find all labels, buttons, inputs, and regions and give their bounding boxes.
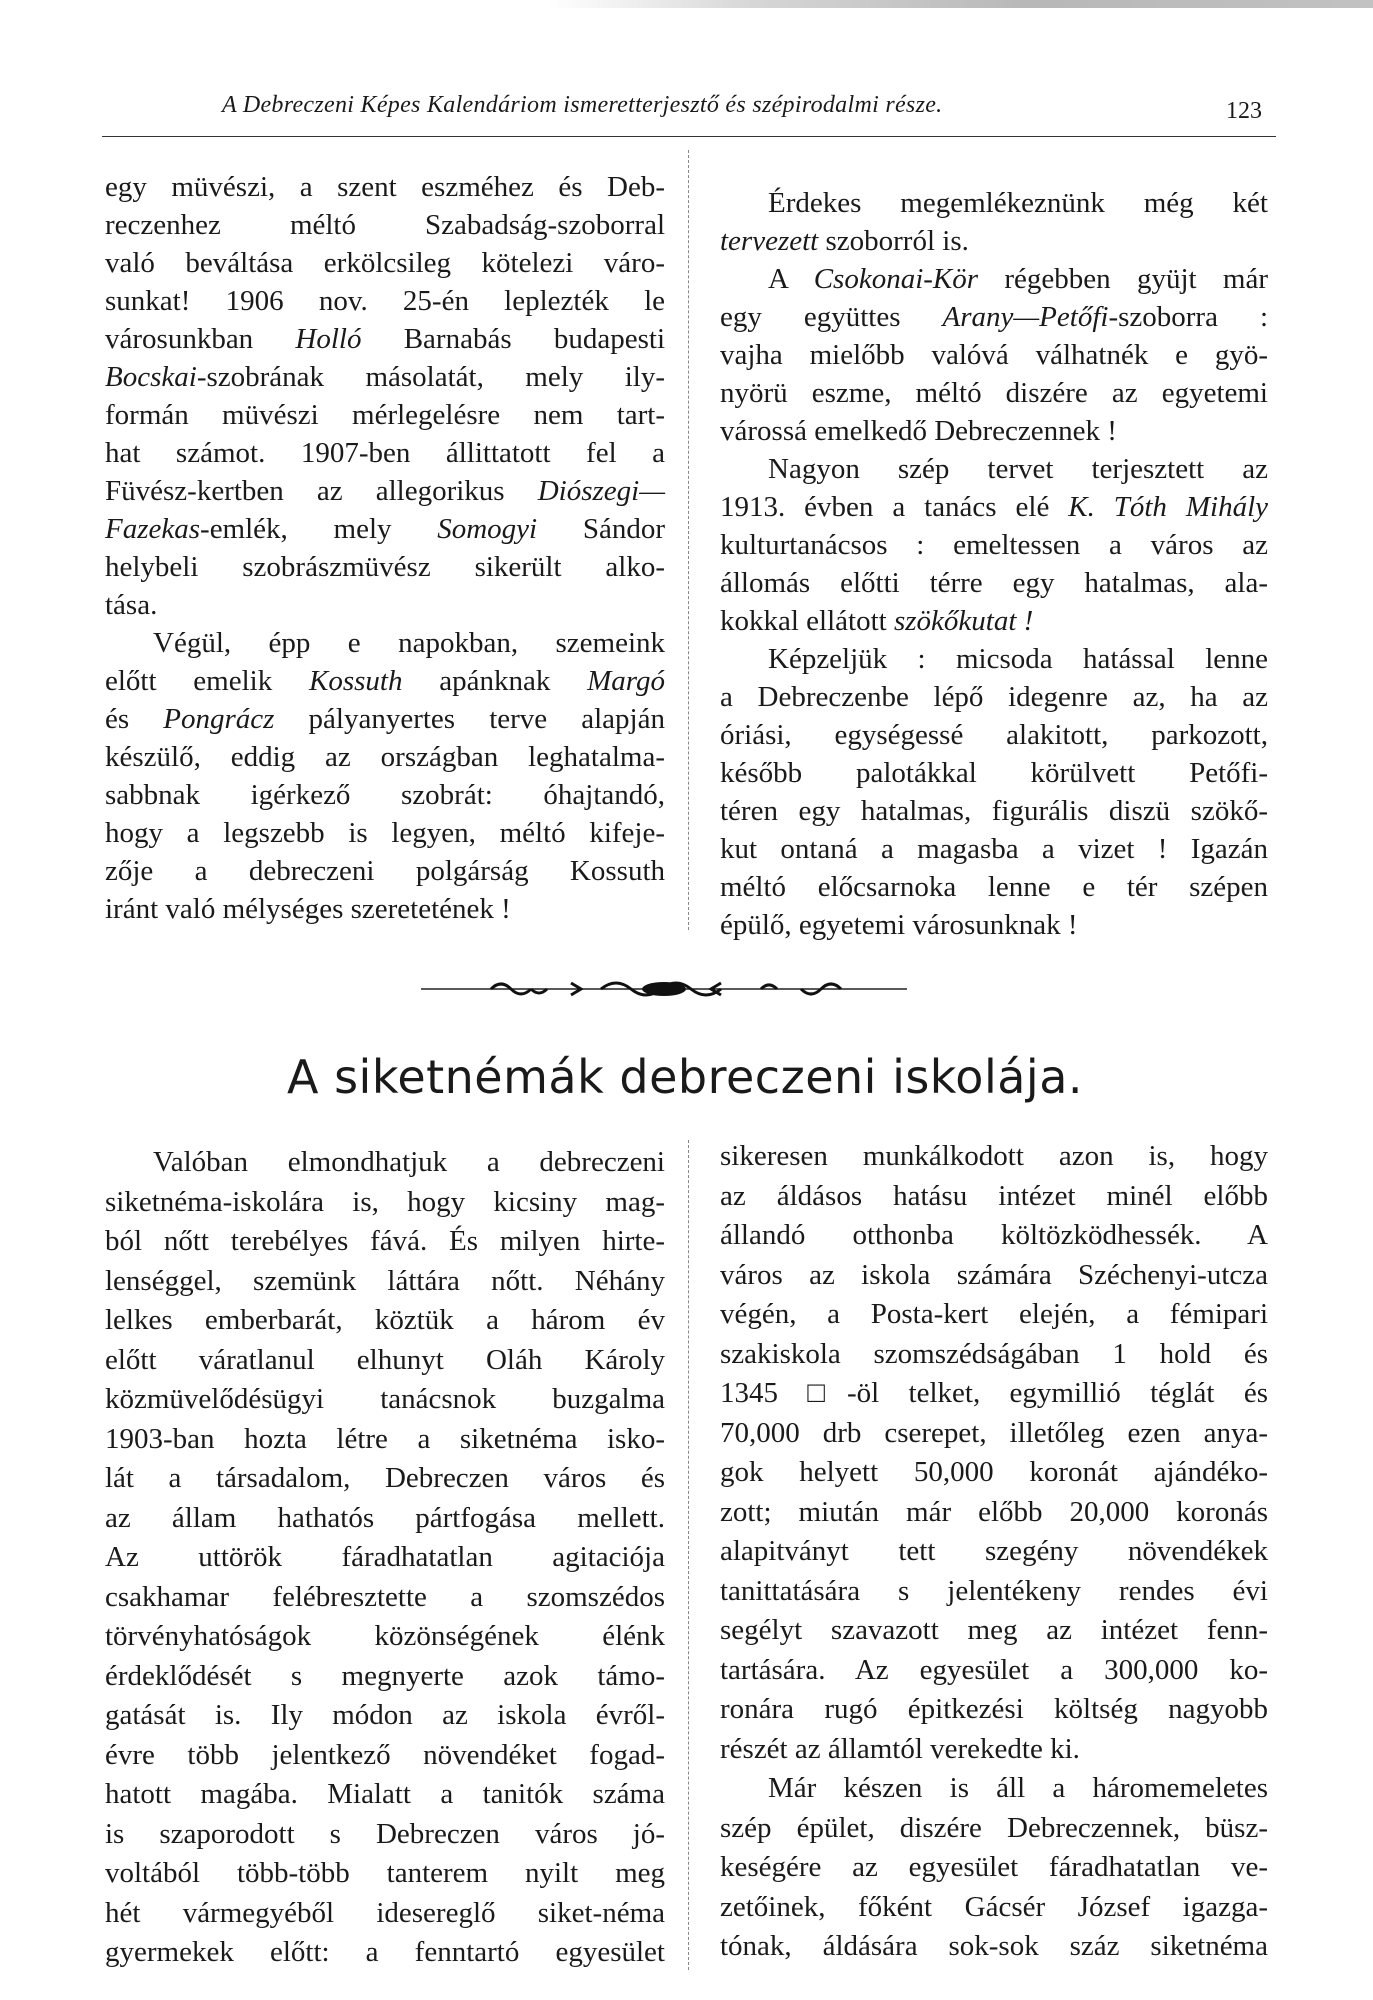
text-segment: tanittatására s jelentékeny rendes évi [720, 1574, 1268, 1607]
text-segment: az állam hathatós pártfogása mellett. [105, 1501, 665, 1534]
text-line [105, 1854, 665, 1894]
text-segment: hogy a legszebb is legyen, méltó kifeje- [105, 817, 665, 849]
text-line [105, 548, 665, 586]
text-line [720, 1335, 1268, 1375]
text-line [720, 830, 1268, 868]
text-segment: régebben gyüjt már [978, 263, 1268, 295]
text-line [105, 1459, 665, 1499]
text-segment: sabbnak igérkező szobrát: óhajtandó, [105, 779, 665, 811]
italic-text: Somogyi [437, 513, 538, 545]
text-segment: való beváltása erkölcsileg kötelezi váro- [105, 247, 665, 279]
text-segment: 1345 □-öl telket, egymillió téglát és [720, 1377, 1268, 1409]
text-segment: később palotákkal körülvett Petőfi- [720, 757, 1268, 789]
text-segment: évre több jelentkező növendéket fogad- [105, 1738, 665, 1771]
text-segment: méltó előcsarnoka lenne e tér szépen [720, 871, 1268, 903]
text-line [720, 526, 1268, 564]
text-line [105, 358, 665, 396]
text-segment: siketnéma-iskolára is, hogy kicsiny mag- [105, 1185, 665, 1218]
italic-text: Csokonai-Kör [813, 263, 979, 295]
text-segment: épülő, egyetemi városunknak ! [720, 909, 1078, 941]
text-line [720, 1690, 1268, 1730]
text-segment: 1913. évben a tanács elé [720, 491, 1069, 523]
column-top-right [720, 184, 1268, 944]
text-segment: gyermekek előtt: a fenntartó egyesület [105, 1936, 665, 1968]
text-line [720, 1532, 1268, 1572]
text-segment: állomás előtti térre egy hatalmas, ala- [720, 567, 1268, 599]
text-line [720, 1572, 1268, 1612]
text-line [105, 624, 665, 662]
text-line [720, 1414, 1268, 1454]
text-segment: pályanyertes terve alapján [274, 703, 665, 735]
text-line [720, 906, 1268, 944]
text-line [105, 1696, 665, 1736]
text-segment: lelkes emberbarát, köztük a három év [105, 1304, 665, 1336]
text-line [105, 1499, 665, 1539]
text-segment: -emlék, mely [200, 513, 438, 545]
text-line [105, 206, 665, 244]
text-segment: végén, a Posta-kert elején, a fémipari [720, 1298, 1268, 1330]
text-segment: ból nőtt terebélyes fává. És milyen hirte- [105, 1225, 665, 1257]
text-line [105, 700, 665, 738]
ornament-divider-icon [421, 975, 907, 1003]
italic-text: Pongrácz [163, 703, 275, 735]
text-segment: Valóban elmondhatjuk a debreczeni [153, 1146, 665, 1178]
text-segment: Sándor [537, 513, 665, 545]
text-segment: lenséggel, szemünk láttára nőtt. Néhány [105, 1264, 665, 1297]
text-segment: apánknak [402, 665, 588, 697]
text-line [105, 1657, 665, 1697]
text-line [720, 1611, 1268, 1651]
text-line [105, 814, 665, 852]
text-line [720, 1848, 1268, 1888]
text-segment: nyörü eszme, méltó diszére az egyetemi [720, 377, 1268, 409]
text-line [105, 1183, 665, 1223]
text-segment: is szaporodott s Debreczen város jó- [105, 1817, 665, 1850]
text-line [105, 510, 665, 548]
text-segment: gatását is. Ily módon az iskola évről- [105, 1699, 665, 1731]
column-top-left [105, 168, 665, 928]
text-line [105, 1578, 665, 1618]
text-line [105, 1301, 665, 1341]
italic-text: Fazekas [105, 513, 201, 545]
text-line [720, 564, 1268, 602]
text-line [105, 1894, 665, 1934]
italic-text: Margó [587, 665, 665, 697]
italic-text: Diószegi— [537, 475, 665, 507]
text-segment: óriási, egységessé alakitott, parkozott, [720, 719, 1268, 751]
italic-text: Arany—Petőfi [942, 301, 1109, 333]
text-segment: állandó otthonba költözködhessék. A [720, 1219, 1268, 1251]
text-line [720, 1927, 1268, 1967]
text-line [720, 754, 1268, 792]
text-segment: tása. [105, 589, 158, 621]
text-line [720, 450, 1268, 488]
text-segment: formán müvészi mérlegelésre nem tart- [105, 399, 665, 431]
text-segment: a Debreczenbe lépő idegenre az, ha az [720, 681, 1268, 713]
text-segment: kulturtanácsos : emeltessen a város az [720, 529, 1268, 561]
text-line [105, 1143, 665, 1183]
text-segment: lát a társadalom, Debreczen város és [105, 1462, 665, 1494]
italic-text: Holló [295, 323, 362, 355]
text-line [105, 1380, 665, 1420]
text-line [720, 374, 1268, 412]
text-line [720, 1769, 1268, 1809]
article-title: A siketnémák debreczeni iskolája. [286, 1050, 1084, 1104]
text-line [720, 488, 1268, 526]
text-line [720, 222, 1268, 260]
text-line [720, 1453, 1268, 1493]
column-bottom-left [105, 1143, 665, 1973]
text-segment: tónak, áldására sok-sok száz siketnéma [720, 1930, 1268, 1962]
text-line [105, 586, 665, 624]
text-segment: városunkban [105, 323, 296, 355]
text-segment: sunkat! 1906 nov. 25-én leplezték le [105, 285, 665, 317]
text-line [720, 1374, 1268, 1414]
text-segment: zetőinek, főként Gácsér József igazga- [720, 1890, 1268, 1923]
text-line [720, 678, 1268, 716]
header-title: A Debreczeni Képes Kalendáriom ismeretterjesztő és szépirodalmi része. [222, 92, 943, 118]
text-segment: gok helyett 50,000 koronát ajándéko- [720, 1456, 1268, 1488]
text-line [720, 1651, 1268, 1691]
text-segment: előtt emelik [105, 665, 309, 697]
column-divider [688, 150, 689, 930]
text-segment: Az uttörök fáradhatatlan agitaciója [105, 1541, 665, 1573]
text-line [720, 792, 1268, 830]
text-line [720, 1216, 1268, 1256]
column-divider [688, 1140, 689, 1970]
text-segment: egy müvészi, a szent eszméhez és Deb- [105, 171, 665, 203]
text-segment: közmüvelődésügyi tanácsnok buzgalma [105, 1383, 665, 1415]
text-segment: Érdekes megemlékeznünk még két [768, 187, 1268, 219]
text-line [105, 434, 665, 472]
text-line [720, 602, 1268, 640]
text-line [720, 640, 1268, 678]
text-line [105, 1617, 665, 1657]
text-segment: Nagyon szép tervet terjesztett az [768, 453, 1268, 485]
text-segment: vajha mielőbb valóvá válhatnék e gyö- [720, 339, 1268, 371]
text-segment: csakhamar felébresztette a szomszédos [105, 1580, 665, 1613]
text-segment: készülő, eddig az országban leghatalma- [105, 741, 665, 773]
text-segment: A [768, 263, 814, 295]
text-line [105, 1341, 665, 1381]
text-line [105, 320, 665, 358]
italic-text: Bocskai [105, 361, 197, 393]
text-segment: iránt való mélységes szeretetének ! [105, 893, 511, 925]
italic-text: Kossuth [308, 665, 403, 697]
text-segment: -szoborra : [1108, 301, 1268, 333]
text-line [720, 184, 1268, 222]
italic-text: szökőkutat ! [893, 605, 1034, 637]
text-line [105, 244, 665, 282]
text-segment: hat számot. 1907-ben állittatott fel a [105, 437, 665, 469]
text-segment: érdeklődését s megnyerte azok támo- [105, 1659, 665, 1692]
text-segment: sikeresen munkálkodott azon is, hogy [720, 1140, 1268, 1172]
text-line [720, 1888, 1268, 1928]
column-bottom-right [720, 1137, 1268, 1967]
text-segment: kokkal ellátott [720, 605, 894, 637]
text-line [105, 1775, 665, 1815]
text-segment: Már készen is áll a háromemeletes [768, 1772, 1268, 1804]
text-segment: és [105, 703, 164, 735]
text-line [105, 1420, 665, 1460]
text-segment: kut ontaná a magasba a vizet ! Igazán [720, 833, 1268, 865]
text-line [720, 1730, 1268, 1770]
text-line [105, 776, 665, 814]
text-segment: téren egy hatalmas, figurális diszü szökő- [720, 795, 1268, 827]
text-line [720, 1809, 1268, 1849]
text-line [105, 396, 665, 434]
text-line [105, 662, 665, 700]
text-line [105, 1262, 665, 1302]
text-segment: ronára rugó épitkezési költség nagyobb [720, 1693, 1268, 1725]
text-line [105, 738, 665, 776]
text-segment: voltából több-több tanterem nyilt meg [105, 1857, 665, 1889]
text-segment: Füvész-kertben az allegorikus [105, 475, 538, 507]
text-line [105, 1815, 665, 1855]
text-line [105, 1933, 665, 1973]
text-segment: hét vármegyéből idesereglő siket-néma [105, 1896, 665, 1929]
text-line [720, 716, 1268, 754]
italic-text: tervezett [720, 225, 819, 257]
text-segment: város az iskola számára Széchenyi-utcza [720, 1258, 1268, 1291]
text-line [720, 412, 1268, 450]
text-line [720, 260, 1268, 298]
page-number: 123 [1226, 98, 1262, 124]
text-line [720, 1256, 1268, 1296]
italic-text: K. Tóth Mihály [1068, 491, 1268, 523]
text-segment: -szobrának másolatát, mely ily- [196, 361, 665, 393]
text-segment: Végül, épp e napokban, szemeink [153, 627, 665, 659]
text-line [105, 1538, 665, 1578]
text-segment: szakiskola szomszédságában 1 hold és [720, 1337, 1268, 1370]
text-line [720, 1177, 1268, 1217]
text-segment: keségére az egyesület fáradhatatlan ve- [720, 1851, 1268, 1883]
text-line [105, 890, 665, 928]
text-segment: alapitványt tett szegény növendékek [720, 1535, 1268, 1567]
text-line [720, 1493, 1268, 1533]
text-line [105, 168, 665, 206]
text-line [105, 1222, 665, 1262]
text-segment: előtt váratlanul elhunyt Oláh Károly [105, 1343, 665, 1376]
text-segment: Barnabás budapesti [361, 323, 665, 355]
text-segment: törvényhatóságok közönségének élénk [105, 1620, 665, 1652]
text-segment: helybeli szobrászmüvész sikerült alko- [105, 551, 665, 583]
text-segment: Képzeljük : micsoda hatással lenne [768, 643, 1268, 675]
text-line [720, 298, 1268, 336]
text-line [105, 1736, 665, 1776]
text-line [105, 852, 665, 890]
text-segment: hatott magába. Mialatt a tanitók száma [105, 1778, 665, 1810]
text-segment: zott; miután már előbb 20,000 koronás [720, 1495, 1268, 1528]
text-segment: egy együttes [720, 301, 943, 333]
text-segment: várossá emelkedő Debreczennek ! [720, 415, 1117, 447]
text-line [720, 868, 1268, 906]
text-line [720, 1137, 1268, 1177]
text-segment: 70,000 drb cserepet, illetőleg ezen anya- [720, 1416, 1268, 1449]
text-segment: az áldásos hatásu intézet minél előbb [720, 1179, 1268, 1212]
text-line [720, 336, 1268, 374]
running-header [102, 92, 1276, 137]
text-segment: zője a debreczeni polgárság Kossuth [105, 855, 665, 887]
scan-edge [0, 0, 1373, 8]
text-line [105, 472, 665, 510]
text-line [720, 1295, 1268, 1335]
text-segment: részét az államtól verekedte ki. [720, 1732, 1080, 1765]
text-segment: segélyt szavazott meg az intézet fenn- [720, 1614, 1268, 1646]
text-segment: tartására. Az egyesület a 300,000 ko- [720, 1653, 1268, 1686]
text-line [105, 282, 665, 320]
text-segment: 1903-ban hozta létre a siketnéma isko- [105, 1422, 665, 1455]
text-segment: szép épület, diszére Debreczennek, büsz- [720, 1811, 1268, 1844]
text-segment: reczenhez méltó Szabadság-szoborral [105, 209, 665, 241]
text-segment: szoborról is. [818, 225, 969, 257]
